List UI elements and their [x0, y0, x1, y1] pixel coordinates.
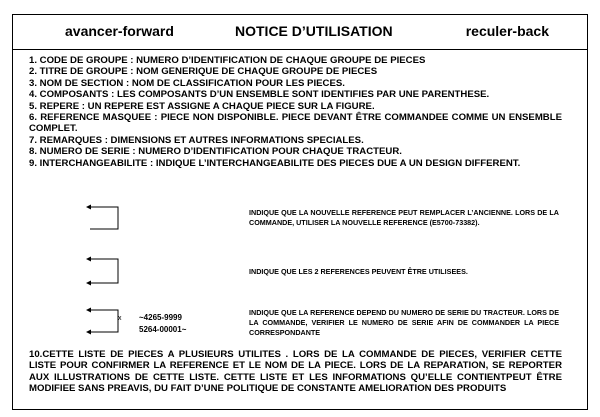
list-item: 6. REFERENCE MASQUEE : PIECE NON DISPONIBLE. PIECE DEVANT ÊTRE COMMANDEE COMME UN ENSEMBLE COMPLET.: [29, 112, 562, 135]
list-item: 1. CODE DE GROUPE : NUMERO D’IDENTIFICATION DE CHAQUE GROUPE DE PIECES: [29, 55, 426, 66]
interchangeable-arrow-icon: [86, 255, 118, 287]
serial-upper: ~4265-9999: [139, 313, 182, 322]
legend-list: [29, 55, 562, 169]
forward-link[interactable]: avancer-forward: [65, 23, 174, 39]
list-item: 5. REPERE : UN REPERE EST ASSIGNE A CHAQUE PIECE SUR LA FIGURE.: [29, 100, 375, 112]
list-item: 4. COMPOSANTS : LES COMPOSANTS D’UN ENSEMBLE SONT IDENTIFIES PAR UNE PARENTHESE.: [29, 89, 490, 101]
list-item: 7. REMARQUES : DIMENSIONS ET AUTRES INFORMATIONS SPECIALES.: [29, 134, 364, 146]
back-link[interactable]: reculer-back: [465, 23, 549, 39]
list-item: 9. INTERCHANGEABILITE : INDIQUE L’INTERCHANGEABILITE DES PIECES DUE A UN DESIGN DIFFERENT.: [29, 157, 521, 169]
list-item: 8. NUMERO DE SERIE : NUMERO D’IDENTIFICATION POUR CHAQUE TRACTEUR.: [29, 146, 402, 158]
list-item: 2. TITRE DE GROUPE : NOM GENERIQUE DE CHAQUE GROUPE DE PIECES: [29, 66, 378, 78]
page-title: NOTICE D’UTILISATION: [235, 23, 393, 39]
replace-description: INDIQUE QUE LA NOUVELLE REFERENCE PEUT REMPLACER L’ANCIENNE. LORS DE LA COMMANDE, UTILISER LA NOUVELLE REFERENCE (E5700-73382).: [249, 208, 559, 227]
list-item: 3. NOM DE SECTION : NOM DE CLASSIFICATION POUR LES PIECES.: [29, 77, 345, 89]
serial-description: INDIQUE QUE LA REFERENCE DEPEND DU NUMERO DE SERIE DU TRACTEUR. LORS DE LA COMMANDE, VERIFIER LE NUMERO DE SERIE AFIN DE COMMANDER LA PIECE CORRESPONDANTE: [249, 308, 559, 337]
replace-arrow-icon: [86, 203, 118, 233]
header-bar: [13, 15, 587, 50]
serial-arrow-icon: [86, 306, 118, 336]
serial-break-mark: x: [118, 315, 122, 322]
interchangeable-description: INDIQUE QUE LES 2 REFERENCES PEUVENT ÊTRE UTILISEES.: [249, 267, 468, 276]
serial-lower: 5264-00001~: [139, 325, 187, 334]
usage-note: 10.CETTE LISTE DE PIECES A PLUSIEURS UTILITES . LORS DE LA COMMANDE DE PIECES, VERIFIER CETTE LISTE POUR CONFIRMER LA REFERENCE ET LE NOM DE LA PIECE. LORS DE LA REPARATION, SE REPORTER AUX ILLUSTRATIONS DE CETTE LISTE. CETTE LISTE ET LES INFORMATIONS QU’ELLE CONTIENTPEUT ÊTRE MODIFIEE SANS PREAVIS, DU FAIT D’UNE POLITIQUE DE CONSTANTE AMELIORATION DES PRODUITS: [29, 349, 562, 395]
